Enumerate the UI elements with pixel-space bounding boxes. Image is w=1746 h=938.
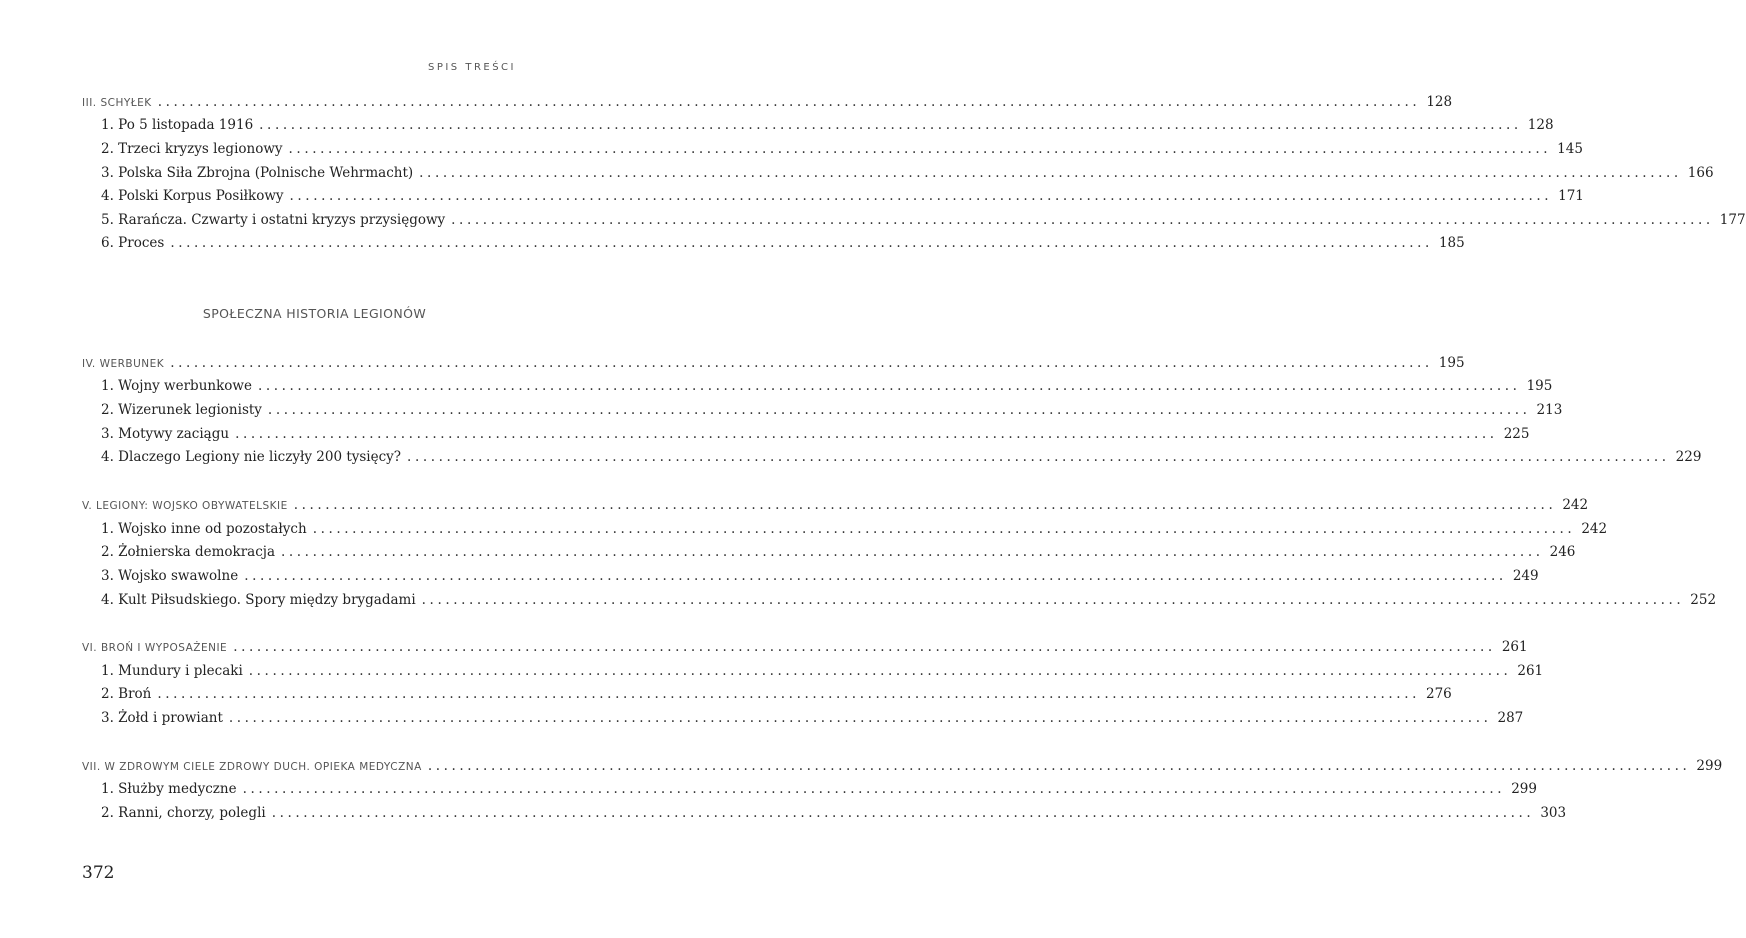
toc-page-number: 185 [1438, 235, 1465, 251]
toc-entry [101, 117, 1554, 137]
toc-entry [101, 426, 1530, 446]
toc-entry [101, 592, 1717, 612]
toc-page-number: 276 [1425, 686, 1452, 702]
leader-dots: ................................................................................................................................................................ [170, 235, 1433, 251]
toc-section-title: V. LEGIONY: WOJSKO OBYWATELSKIE [82, 500, 288, 512]
toc-entry-label: 3. Polska Siła Zbrojna (Polnische Wehrmacht) [101, 165, 414, 181]
toc-section-vii [82, 758, 1723, 778]
toc-entry [101, 212, 1746, 232]
toc-entry [101, 781, 1537, 801]
toc-entry-label: 1. Mundury i plecaki [101, 663, 243, 679]
toc-entry [101, 165, 1714, 185]
toc-entry-label: 2. Żołnierska demokracja [101, 544, 275, 560]
toc-entry-label: 3. Motywy zaciągu [101, 426, 230, 442]
toc-entry [101, 686, 1452, 706]
toc-page-number: 246 [1549, 544, 1576, 560]
toc-entry-label: 1. Służby medyczne [101, 781, 237, 797]
toc-page-number: 261 [1517, 663, 1544, 679]
toc-page-number: 249 [1512, 568, 1539, 584]
toc-page-number: 128 [1426, 94, 1453, 110]
leader-dots: ................................................................................................................................................................ [407, 449, 1670, 465]
toc-page-number: 166 [1687, 165, 1714, 181]
leader-dots: ................................................................................................................................................................ [248, 663, 1512, 679]
toc-section-title: III. SCHYŁEK [82, 97, 152, 109]
toc-entry [101, 521, 1608, 541]
toc-entry [101, 235, 1465, 255]
toc-entry-label: 1. Wojsko inne od pozostałych [101, 521, 307, 537]
toc-entry-label: 1. Po 5 listopada 1916 [101, 117, 254, 133]
toc-page-number: 252 [1690, 592, 1717, 608]
toc-page-number: 195 [1438, 355, 1465, 371]
leader-dots: ................................................................................................................................................................ [157, 686, 1420, 702]
leader-dots: ................................................................................................................................................................ [281, 544, 1544, 560]
leader-dots: ................................................................................................................................................................ [170, 355, 1433, 371]
leader-dots: ................................................................................................................................................................ [235, 426, 1498, 442]
toc-entry [101, 710, 1524, 730]
toc-section-iii [82, 94, 1453, 114]
toc-entry-label: 4. Polski Korpus Posiłkowy [101, 188, 284, 204]
leader-dots: ................................................................................................................................................................ [157, 94, 1421, 110]
toc-section-v [82, 497, 1589, 517]
toc-page-number: 177 [1719, 212, 1746, 228]
leader-dots: ................................................................................................................................................................ [267, 402, 1531, 418]
toc-page-number: 303 [1540, 805, 1567, 821]
toc-entry-label: 6. Proces [101, 235, 165, 251]
toc-page-number: 242 [1581, 521, 1608, 537]
toc-entry [101, 568, 1539, 588]
running-header: SPIS TREŚCI [427, 62, 516, 73]
toc-page-number: 299 [1511, 781, 1537, 797]
toc-entry-label: 3. Żołd i prowiant [101, 710, 223, 726]
leader-dots: ................................................................................................................................................................ [257, 378, 1521, 394]
toc-entry [101, 141, 1583, 161]
toc-entry [101, 663, 1544, 683]
toc-entry [101, 449, 1702, 469]
toc-page-number: 242 [1562, 497, 1589, 513]
leader-dots: ................................................................................................................................................................ [271, 805, 1535, 821]
leader-dots: ................................................................................................................................................................ [421, 592, 1685, 608]
leader-dots: ................................................................................................................................................................ [288, 141, 1552, 157]
toc-section-title: VII. W ZDROWYM CIELE ZDROWY DUCH. OPIEKA MEDYCZNA [82, 761, 422, 773]
leader-dots: ................................................................................................................................................................ [289, 188, 1553, 204]
toc-page-number: 171 [1558, 188, 1584, 204]
leader-dots: ................................................................................................................................................................ [451, 212, 1714, 228]
toc-entry-label: 4. Kult Piłsudskiego. Spory między brygadami [101, 592, 416, 608]
toc-page-number: 299 [1696, 758, 1723, 774]
toc-page-number: 145 [1557, 141, 1583, 157]
toc-entry-label: 3. Wojsko swawolne [101, 568, 239, 584]
leader-dots: ................................................................................................................................................................ [233, 639, 1496, 655]
leader-dots: ................................................................................................................................................................ [242, 781, 1506, 797]
toc-entry-label: 1. Wojny werbunkowe [101, 378, 252, 394]
leader-dots: ................................................................................................................................................................ [259, 117, 1522, 133]
toc-entry-label: 2. Ranni, chorzy, polegli [101, 805, 266, 821]
page-number: 372 [82, 863, 115, 883]
toc-entry-label: 4. Dlaczego Legiony nie liczyły 200 tysięcy? [101, 449, 402, 465]
toc-entry-label: 2. Wizerunek legionisty [101, 402, 262, 418]
toc-entry-label: 2. Trzeci kryzys legionowy [101, 141, 283, 157]
toc-page-number: 229 [1675, 449, 1702, 465]
toc-page-number: 287 [1497, 710, 1524, 726]
toc-section-iv [82, 355, 1465, 375]
leader-dots: ................................................................................................................................................................ [312, 521, 1576, 537]
toc-section-vi [82, 639, 1528, 659]
toc-section-title: VI. BROŃ I WYPOSAŻENIE [82, 642, 228, 654]
toc-entry [101, 805, 1567, 825]
toc-entry-label: 2. Broń [101, 686, 152, 702]
toc-page-number: 225 [1503, 426, 1530, 442]
toc-page-number: 195 [1526, 378, 1553, 394]
leader-dots: ................................................................................................................................................................ [419, 165, 1682, 181]
leader-dots: ................................................................................................................................................................ [293, 497, 1557, 513]
leader-dots: ................................................................................................................................................................ [228, 710, 1492, 726]
leader-dots: ................................................................................................................................................................ [244, 568, 1507, 584]
toc-entry [101, 378, 1553, 398]
toc-entry [101, 544, 1576, 564]
toc-page-number: 213 [1536, 402, 1563, 418]
toc-entry [101, 188, 1584, 208]
part-title: SPOŁECZNA HISTORIA LEGIONÓW [202, 306, 427, 321]
toc-entry-label: 5. Rarańcza. Czwarty i ostatni kryzys przysięgowy [101, 212, 446, 228]
toc-page-number: 128 [1527, 117, 1554, 133]
leader-dots: ................................................................................................................................................................ [427, 758, 1691, 774]
toc-entry [101, 402, 1563, 422]
toc-page-number: 261 [1501, 639, 1528, 655]
toc-section-title: IV. WERBUNEK [82, 358, 165, 370]
